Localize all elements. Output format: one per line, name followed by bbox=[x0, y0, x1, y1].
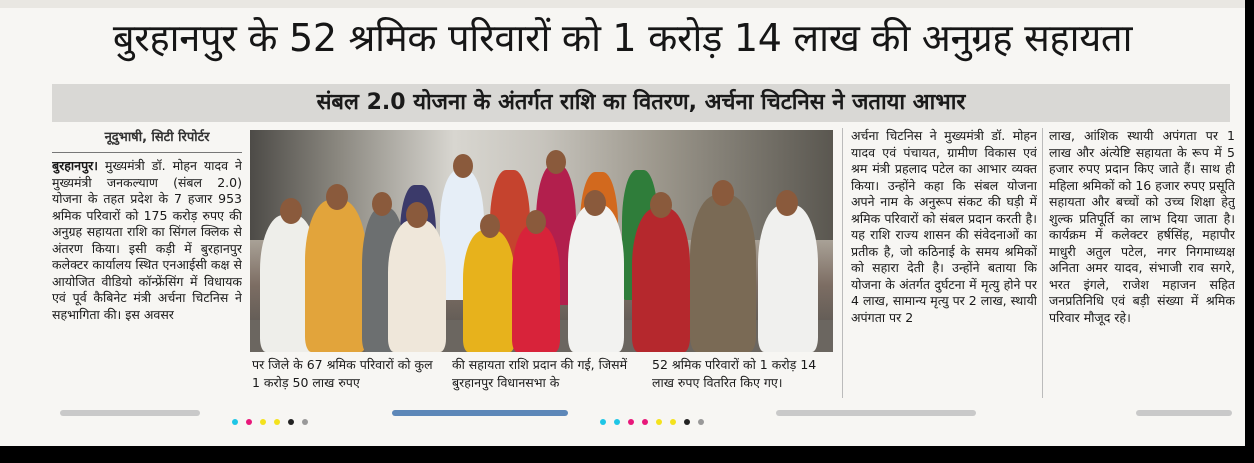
below-photo-text-2: की सहायता राशि प्रदान की गई, जिसमें बुरहानपुर विधानसभा के bbox=[452, 357, 628, 390]
print-color-marks bbox=[232, 410, 316, 418]
magenta-mark bbox=[642, 419, 648, 425]
print-color-marks bbox=[600, 410, 712, 418]
print-register-bar bbox=[1136, 410, 1232, 416]
print-register-bar bbox=[392, 410, 568, 416]
yellow-mark bbox=[260, 419, 266, 425]
photo-figure bbox=[305, 200, 367, 352]
cyan-mark bbox=[232, 419, 238, 425]
page-top-strip bbox=[0, 0, 1245, 8]
below-photo-text-3: 52 श्रमिक परिवारों को 1 करोड़ 14 लाख रुपए वितरित किए गए। bbox=[652, 357, 817, 390]
photo-figure bbox=[690, 195, 756, 352]
dateline: बुरहानपुर। bbox=[52, 158, 99, 173]
photo-figure bbox=[388, 220, 446, 352]
column-divider bbox=[842, 128, 843, 398]
yellow-mark bbox=[670, 419, 676, 425]
cyan-mark bbox=[614, 419, 620, 425]
photo-figure-head bbox=[453, 154, 473, 178]
below-photo-text-1: पर जिले के 67 श्रमिक परिवारों को कुल 1 करोड़ 50 लाख रुपए bbox=[252, 357, 433, 390]
photo-figure-head bbox=[776, 190, 798, 216]
black-mark bbox=[684, 419, 690, 425]
magenta-mark bbox=[628, 419, 634, 425]
photo-figure-head bbox=[546, 150, 566, 174]
yellow-mark bbox=[656, 419, 662, 425]
article-column-4: लाख, आंशिक स्थायी अपंगता पर 1 लाख और अंत्येष्टि सहायता के रूप में 5 हजार रुपए प्रदान किए जाते हैं। साथ ही महिला श्रमिकों को 16 हजार रुपए प्रसूति सहायता और बच्चों को उच्च शिक्षा हेतु शुल्क प्रतिपूर्ति का लाभ दिया जाता है। कार्यक्रम में कलेक्टर हर्षसिंह, महापौर माधुरी अतुल पटेल, नगर निगमाध्यक्ष अनिता अमर यादव, संभाजी राव सगरे, भरत इंगले, राजेश महाजन सहित जनप्रतिनिधि एवं बड़ी संख्या में श्रमिक परिवार मौजूद रहे। bbox=[1049, 128, 1235, 325]
group-photo bbox=[250, 130, 833, 352]
subheadline: संबल 2.0 योजना के अंतर्गत राशि का वितरण, अर्चना चिटनिस ने जताया आभार bbox=[316, 90, 966, 115]
photo-figure-head bbox=[372, 192, 392, 216]
photo-figure-head bbox=[280, 198, 302, 224]
photo-figure-head bbox=[480, 214, 500, 238]
cyan-mark bbox=[600, 419, 606, 425]
photo-figure-head bbox=[650, 192, 672, 218]
headline: बुरहानपुर के 52 श्रमिक परिवारों को 1 करोड़ 14 लाख की अनुग्रह सहायता bbox=[112, 16, 1133, 60]
column-1-text: मुख्यमंत्री डॉ. मोहन यादव ने मुख्यमंत्री जनकल्याण (संबल 2.0) योजना के तहत प्रदेश के 7 हजार 953 श्रमिक परिवारों को 175 करोड़ रुपए की अनुग्रह सहायता राशि का सिंगल क्लिक से अंतरण किया। इसी कड़ी में बुरहानपुर कलेक्टर कार्यालय स्थित एनआईसी कक्ष से आयोजित वीडियो कॉन्फ्रेंसिंग में विधायक एवं पूर्व कैबिनेट मंत्री अर्चना चिटनिस ने सहभागिता की। इस अवसर bbox=[52, 158, 242, 322]
photo-figure-head bbox=[584, 190, 606, 216]
photo-figure bbox=[512, 225, 560, 352]
photo-figure-head bbox=[326, 184, 348, 210]
byline: नूदुभाषी, सिटी रिपोर्टर bbox=[104, 130, 210, 145]
photo-figure bbox=[632, 208, 690, 352]
article-column-1 bbox=[52, 158, 242, 396]
column-divider bbox=[1042, 128, 1043, 398]
byline-divider bbox=[52, 152, 242, 153]
print-register-bar bbox=[60, 410, 200, 416]
grey-mark bbox=[698, 419, 704, 425]
photo-figure-head bbox=[712, 180, 734, 206]
photo-figure-head bbox=[406, 202, 428, 228]
grey-mark bbox=[302, 419, 308, 425]
black-mark bbox=[288, 419, 294, 425]
article-column-3: अर्चना चिटनिस ने मुख्यमंत्री डॉ. मोहन यादव एवं पंचायत, ग्रामीण विकास एवं श्रम मंत्री प्रहलाद पटेल का आभार व्यक्त किया। उन्होंने कहा कि संबल योजना अपने नाम के अनुरूप संकट की घड़ी में श्रमिक परिवारों को संबल प्रदान करती है। यह राशि राज्य शासन की संवेदनाओं का प्रतीक है, जो कठिनाई के समय श्रमिकों को सहारा देती है। उन्होंने बताया कि योजना के अंतर्गत दुर्घटना में मृत्यु होने पर 4 लाख, सामान्य मृत्यु पर 2 लाख, स्थायी अपंगता पर 2 bbox=[851, 128, 1037, 325]
magenta-mark bbox=[246, 419, 252, 425]
photo-figure bbox=[758, 205, 818, 352]
print-register-bar bbox=[776, 410, 976, 416]
yellow-mark bbox=[274, 419, 280, 425]
photo-figure bbox=[463, 230, 515, 352]
photo-figure-head bbox=[526, 210, 546, 234]
photo-figure bbox=[568, 205, 624, 352]
